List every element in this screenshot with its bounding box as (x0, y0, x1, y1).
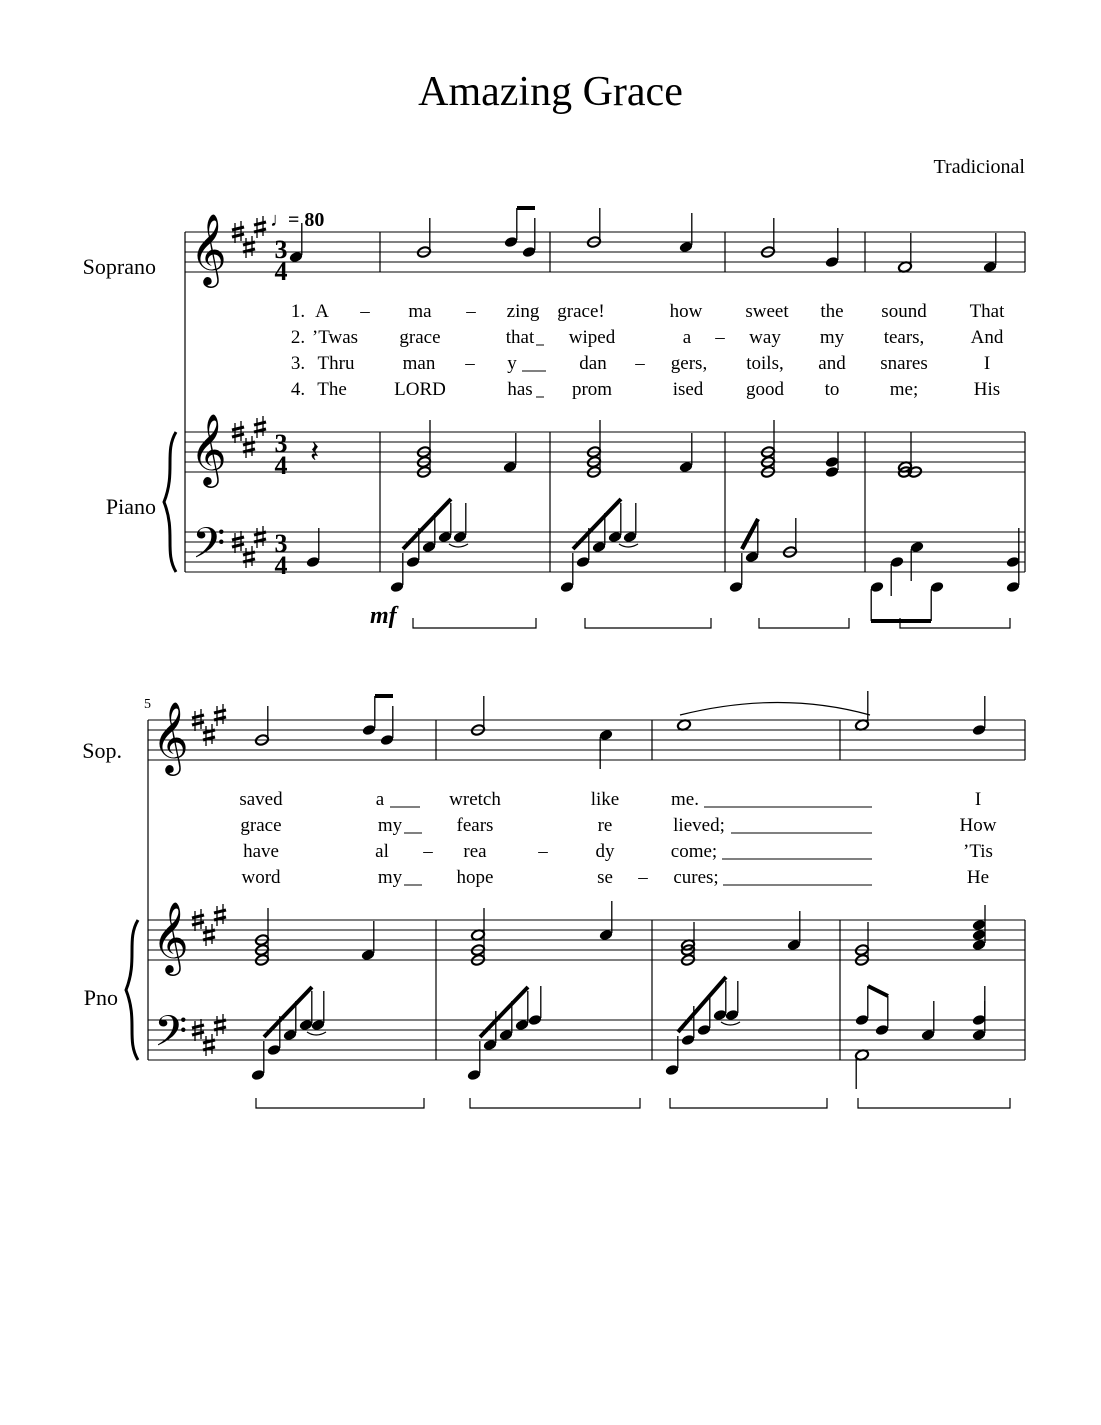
lyric: How (959, 815, 997, 836)
note-head (471, 929, 486, 942)
lyrics-system-2 (239, 789, 996, 888)
lyric: And (970, 327, 1004, 348)
lyric: word (241, 867, 281, 888)
lyric: 2. (290, 327, 306, 348)
svg-text:= 80: = 80 (288, 209, 325, 231)
lyric: my (819, 327, 845, 348)
svg-text:3: 3 (274, 529, 288, 558)
treble-clef-icon: 𝄞 (152, 700, 189, 773)
lyric: fears (456, 815, 494, 836)
lyric: rea (463, 841, 487, 862)
lyric: me; (889, 379, 919, 400)
lyric: – (638, 867, 648, 888)
lyric: – (360, 301, 370, 322)
piano-label-short: Pno (83, 985, 118, 1010)
sharp-icon (214, 904, 226, 926)
score-title: Amazing Grace (418, 69, 683, 115)
lyric: 4. (290, 379, 306, 400)
sharp-icon (203, 924, 215, 946)
lyric: my (377, 815, 403, 836)
pedal-bracket (759, 618, 849, 628)
lyric: like (590, 789, 620, 810)
beam (678, 977, 726, 1032)
note-head (972, 939, 987, 952)
svg-text:3: 3 (274, 429, 288, 458)
lyric: grace (399, 327, 441, 348)
lyric: – (465, 353, 475, 374)
pedal-bracket (470, 1098, 640, 1108)
tempo-mark (270, 209, 324, 231)
lyric: – (423, 841, 433, 862)
lyric: grace (240, 815, 282, 836)
brace (126, 920, 138, 1060)
lyric: cures; (673, 867, 719, 888)
treble-clef-icon: 𝄞 (190, 412, 227, 485)
quarter-rest-icon: 𝄽 (310, 435, 320, 470)
treble-clef-icon: 𝄞 (190, 212, 227, 285)
dynamic-mf: mf (370, 603, 397, 629)
note-head (972, 929, 987, 942)
lyric: that (505, 327, 535, 348)
sharp-icon (214, 1014, 226, 1036)
lyric: toils, (746, 353, 784, 374)
beam (742, 519, 758, 549)
lyric: sound (881, 301, 927, 322)
lyric: wiped (568, 327, 616, 348)
lyric: my (377, 867, 403, 888)
treble-clef-icon: 𝄞 (152, 900, 189, 973)
lyric: A (315, 301, 329, 322)
pedal-bracket (858, 1098, 1010, 1108)
lyric: dan (579, 353, 607, 374)
sharp-icon (203, 724, 215, 746)
lyric: lieved; (673, 815, 725, 836)
svg-text:4: 4 (274, 257, 288, 286)
lyric: Thru (317, 353, 355, 374)
lyric: how (669, 301, 703, 322)
lyric: and (818, 353, 846, 374)
lyric: zing (506, 301, 540, 322)
lyric: ised (672, 379, 704, 400)
sharp-icon (203, 1034, 215, 1056)
note-head (825, 466, 840, 479)
lyric: saved (239, 789, 283, 810)
bass-clef-icon: 𝄢 (192, 519, 226, 579)
lyric: have (243, 841, 279, 862)
tie (619, 544, 638, 547)
soprano-label-short: Sop. (82, 738, 122, 763)
lyric: the (820, 301, 844, 322)
lyric: dy (595, 841, 615, 862)
lyric: al (375, 841, 389, 862)
brace (164, 432, 176, 572)
lyric: tears, (883, 327, 925, 348)
lyric: y (507, 353, 517, 374)
lyric: man (402, 353, 436, 374)
lyric: a (682, 327, 692, 348)
lyric: – (635, 353, 645, 374)
lyric: come; (670, 841, 718, 862)
pedal-bracket (413, 618, 536, 628)
svg-text:3: 3 (274, 235, 288, 264)
lyric: hope (456, 867, 494, 888)
lyric: I (974, 789, 982, 810)
sharp-icon (243, 546, 255, 568)
beam (868, 986, 888, 996)
lyric: gers, (670, 353, 708, 374)
pedal-bracket (585, 618, 711, 628)
sharp-icon (254, 216, 266, 238)
soprano-label: Soprano (82, 254, 156, 279)
lyric: ma (408, 301, 432, 322)
lyric: ’Tis (963, 841, 993, 862)
pedal-bracket (256, 1098, 424, 1108)
lyrics-system-1 (291, 301, 1005, 400)
lyric: – (715, 327, 725, 348)
lyric: way (749, 327, 781, 348)
lyric: He (966, 867, 990, 888)
time-signatures (275, 235, 288, 580)
sharp-icon (243, 436, 255, 458)
lyric: to (824, 379, 840, 400)
sharp-icon (254, 416, 266, 438)
lyric: grace! (557, 301, 605, 322)
composer: Tradicional (933, 156, 1025, 178)
lyric: – (466, 301, 476, 322)
svg-text:4: 4 (274, 451, 288, 480)
svg-text:♩: ♩ (270, 209, 290, 231)
slur (680, 703, 870, 716)
lyric: LORD (394, 379, 446, 400)
lyric: me. (671, 789, 699, 810)
svg-text:4: 4 (274, 551, 288, 580)
note-head (677, 719, 692, 732)
sharp-icon (254, 526, 266, 548)
lyric: has (507, 379, 533, 400)
lyric: re (597, 815, 613, 836)
tie (721, 1022, 740, 1025)
lyric: sweet (745, 301, 789, 322)
sharp-icon (243, 236, 255, 258)
sharp-icon (214, 704, 226, 726)
lyric: wretch (449, 789, 501, 810)
lyric: se (597, 867, 613, 888)
tie (449, 544, 468, 547)
lyric: – (538, 841, 548, 862)
lyric: That (969, 301, 1005, 322)
lyric: I (983, 353, 991, 374)
lyric: 1. (290, 301, 306, 322)
lyric: 3. (290, 353, 306, 374)
lyric: snares (880, 353, 928, 374)
piano-label: Piano (105, 494, 156, 519)
lyric: prom (571, 379, 613, 400)
note-head (825, 456, 840, 469)
lyric: ’Twas (311, 327, 359, 348)
lyric: The (317, 379, 347, 400)
tie (307, 1032, 326, 1035)
lyric: His (973, 379, 1001, 400)
measure-number-5: 5 (144, 697, 151, 712)
note-head (972, 919, 987, 932)
lyric: good (746, 379, 784, 400)
lyric: a (375, 789, 385, 810)
pedal-bracket (670, 1098, 827, 1108)
bass-clef-icon: 𝄢 (154, 1007, 188, 1067)
